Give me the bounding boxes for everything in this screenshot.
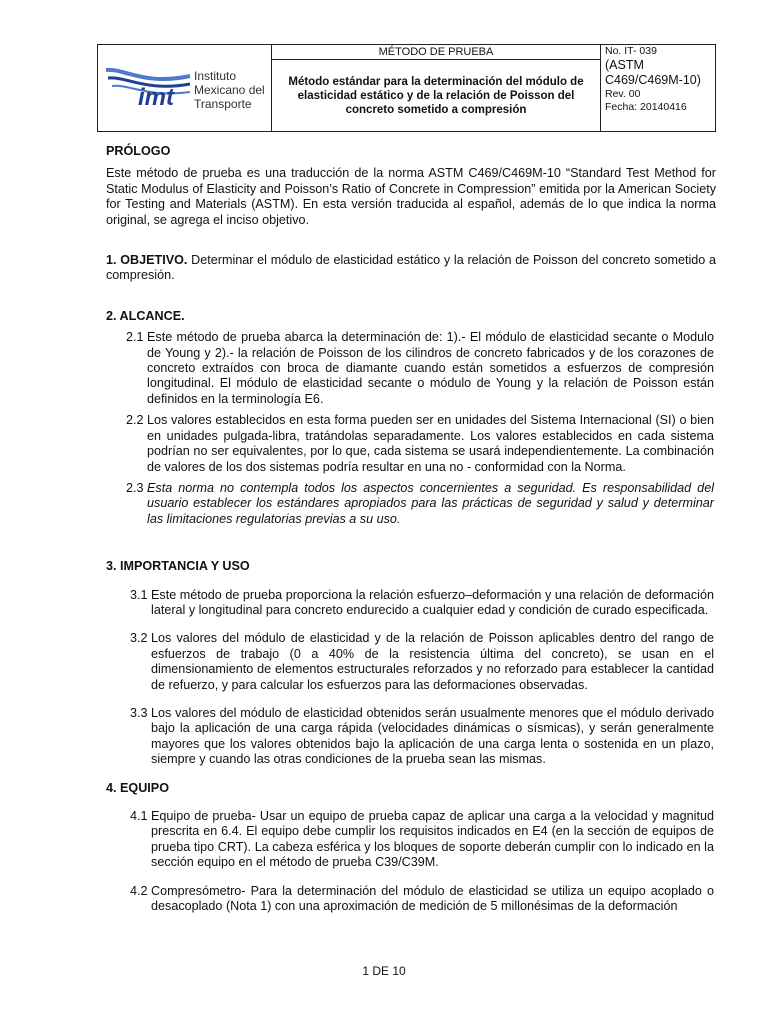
item-number: 4.1 [130,809,152,823]
prologo-text: Este método de prueba es una traducción de la norma ASTM C469/C469M-10 “Standard Test Method for Static Modulus of Elasticity and Poisson’s Ratio of Concrete in Compression” emitida por la American Society for Testing and Materials (ASTM). En esta versión traducida al español, además de lo que indica la norma original, se agrega el inciso objetivo. [106,166,716,227]
item-text: Este método de prueba abarca la determinación de: 1).- El módulo de elasticidad secante o Modulo de Young y 2).- la relación de Poisson de los cilindros de concreto fabricados y de los corazones de concreto extraídos con broca de diamante cuando están sometidos a esfuerzos de compresión longitudinal. El módulo de elasticidad secante o módulo de Young y la relación de Poisson están definidos en la terminología E6. [147,330,714,406]
equipo-heading: 4. EQUIPO [106,780,169,795]
document-body [106,144,716,914]
document-title: Método estándar para la determinación del módulo de elasticidad estático y de la relación de Poisson del concreto sometido a compresión [272,60,601,132]
document-header [97,44,716,132]
item-number: 3.1 [130,587,152,602]
astm-ref-2: C469/C469M-10) [605,73,701,87]
objetivo-heading: 1. OBJETIVO. [106,253,188,268]
importancia-heading: 3. IMPORTANCIA Y USO [106,559,250,574]
item-text: Los valores del módulo de elasticidad y de la relación de Poisson aplicables dentro del rango de esfuerzos de trabajo (0 a 40% de la resistencia última del concreto), se usan en el dimensionamiento de elementos estructurales reforzados y no reforzado para establecer la cantidad de refuerzo, y para calcular los esfuerzos para las deformaciones observadas. [151,631,714,692]
item-text: Equipo de prueba- Usar un equipo de prueba capaz de aplicar una carga a la velocidad y magnitud prescrita en 6.4. El equipo debe cumplir los requisitos indicados en E4 (en la sección de equipos de prueba tipo CRT). La cabeza esférica y los bloques de soporte deberán cumplir con lo indicado en la sección equipo en el método de prueba C39/C39M. [151,809,714,870]
item-text: Esta norma no contempla todos los aspectos concernientes a seguridad. Es responsabilidad del usuario establecer los estándares apropiados para las prácticas de seguridad y salud y determinar las limitaciones regulatorias previas a su uso. [147,480,714,526]
item-number: 2.1 [126,330,148,345]
importancia-item-3-3 [130,706,714,768]
item-text: Compresómetro- Para la determinación del módulo de elasticidad se utiliza un equipo acoplado o desacoplado (Nota 1) con una aproximación de medición de 5 millonésimas de la deformación [151,883,714,914]
item-number: 2.2 [126,413,148,428]
astm-ref-1: (ASTM [605,58,644,72]
logo-mark-text: imt [138,84,174,110]
alcance-item-2-3 [126,481,714,527]
item-number: 3.3 [130,705,152,720]
objetivo-paragraph [106,253,716,284]
logo-line-1: Instituto [194,69,237,83]
item-text: Los valores establecidos en esta forma pueden ser en unidades del Sistema Internacional (SI) o bien en unidades pulgada-libra, tratándolas separadamente. Los valores establecidos en cada sistema podrían no ser equivalentes, por lo que, cada sistema se usará independientemente. La combinación de valores de los dos sistemas podría resultar en una no - conformidad con la Norma. [147,413,714,474]
importancia-item-3-1 [130,588,714,619]
imt-logo [98,52,271,124]
equipo-item-4-2 [130,884,714,915]
doc-info-cell [601,45,716,132]
logo-line-2: Mexicano del [194,83,265,97]
imt-logo-icon [104,66,192,110]
item-number: 2.3 [126,480,148,495]
objetivo-text: Determinar el módulo de elasticidad estático y la relación de Poisson del concreto sometido a compresión. [106,253,716,283]
revision: Rev. 00 [605,88,641,100]
logo-org-name [194,69,265,111]
item-text: Los valores del módulo de elasticidad obtenidos serán usualmente menores que el módulo derivado bajo la aplicación de una carga rápida (velocidades dinámicas o sísmicas), y serán generalmente mayores que los valores obtenidos bajo la aplicación de una carga lenta o sostenida en un plazo, siempre y cuando las otras condiciones de la prueba sean las mismas. [151,705,714,767]
item-number: 4.2 [130,883,152,898]
item-text: Este método de prueba proporciona la relación esfuerzo–deformación y una relación de deformación lateral y longitudinal para concreto endurecido a cualquier edad y condición de curado especificada. [151,587,714,617]
date: Fecha: 20140416 [605,101,687,113]
alcance-item-2-1 [126,330,714,407]
prologo-heading: PRÓLOGO [106,144,171,158]
importancia-item-3-2 [130,631,714,693]
method-label: MÉTODO DE PRUEBA [272,45,601,60]
alcance-item-2-2 [126,413,714,475]
item-number: 3.2 [130,631,152,646]
doc-number: No. IT- 039 [605,45,657,57]
equipo-item-4-1 [130,809,714,871]
logo-cell [98,45,272,132]
page-number: 1 DE 10 [362,964,406,978]
alcance-heading: 2. ALCANCE. [106,308,185,323]
logo-line-3: Transporte [194,97,252,111]
